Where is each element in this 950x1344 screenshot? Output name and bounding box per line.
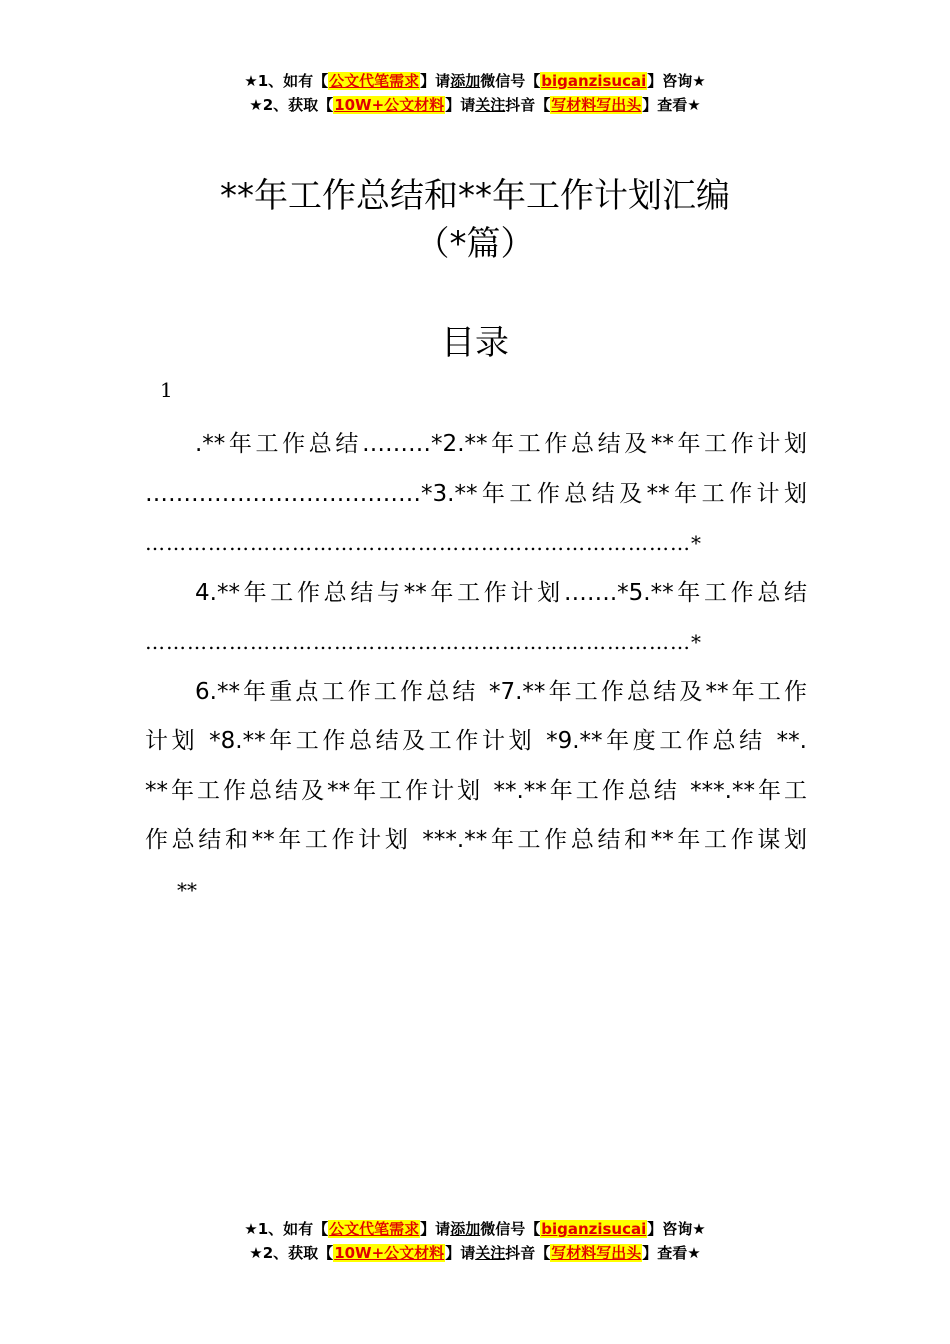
promo-douyin-account: 写材料写出头 — [551, 96, 642, 114]
toc-line: 作总结和**年工作计划 ***.**年工作总结和**年工作谋划 — [145, 827, 807, 853]
table-of-contents — [145, 420, 807, 915]
toc-line: .**年工作总结………*2.**年工作总结及**年工作计划 — [195, 431, 807, 457]
promo-line-1: ★1、如有【公文代笔需求】请添加微信号【biganzisucai】咨询★ — [244, 72, 706, 90]
promo-line-2: ★2、获取【10W+公文材料】请关注抖音【写材料写出头】查看★ — [249, 1244, 701, 1262]
toc-line: ** — [177, 877, 197, 902]
toc-line: **年工作总结及**年工作计划 **.**年工作总结 ***.**年工 — [145, 777, 807, 804]
promo-line-1: ★1、如有【公文代笔需求】请添加微信号【biganzisucai】咨询★ — [244, 1220, 706, 1238]
promo-douyin-account: 写材料写出头 — [551, 1244, 642, 1262]
header-promo-banner — [0, 69, 950, 117]
promo-highlight-service: 公文代笔需求 — [329, 1220, 420, 1238]
promo-line-2: ★2、获取【10W+公文材料】请关注抖音【写材料写出头】查看★ — [249, 96, 701, 114]
toc-line: 计划 *8.**年工作总结及工作计划 *9.**年度工作总结 **. — [145, 728, 807, 754]
toc-line: 6.**年重点工作工作总结 *7.**年工作总结及**年工作 — [195, 678, 807, 705]
toc-heading: 目录 — [441, 323, 509, 363]
toc-line: ……………………………………………………………………* — [145, 531, 702, 555]
promo-wechat-id: biganzisucai — [541, 72, 647, 90]
promo-highlight-materials: 10W+公文材料 — [334, 1244, 445, 1262]
document-subtitle: （*篇） — [415, 224, 535, 264]
footer-promo-banner — [0, 1217, 950, 1265]
promo-highlight-materials: 10W+公文材料 — [334, 96, 445, 114]
toc-line: ………………………………*3.**年工作总结及**年工作计划 — [145, 480, 807, 507]
promo-wechat-id: biganzisucai — [541, 1220, 647, 1238]
document-title: **年工作总结和**年工作计划汇编 — [220, 176, 730, 216]
toc-line: 4.**年工作总结与**年工作计划…….*5.**年工作总结 — [195, 579, 807, 606]
promo-highlight-service: 公文代笔需求 — [329, 72, 420, 90]
toc-line: ……………………………………………………………………* — [145, 630, 702, 654]
toc-page-marker: 1 — [160, 378, 173, 402]
